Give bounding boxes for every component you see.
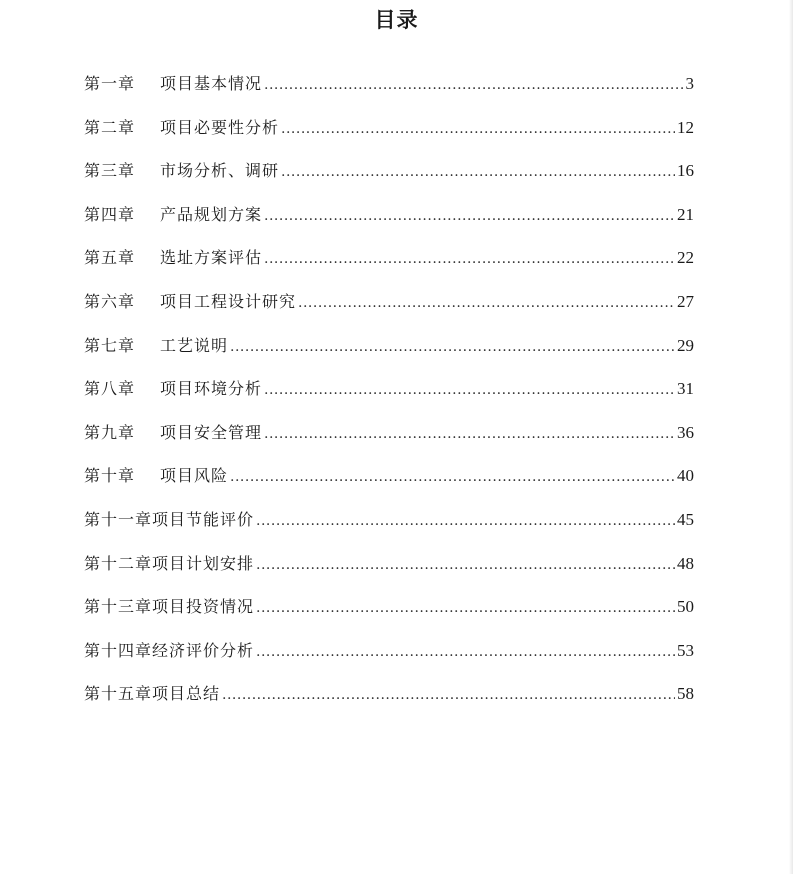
toc-page-number: 50	[677, 597, 694, 617]
toc-entry-1[interactable]	[84, 71, 694, 115]
toc-chapter: 第七章	[84, 335, 136, 355]
toc-title: 选址方案评估	[160, 248, 263, 268]
toc-entry-10[interactable]	[84, 463, 694, 507]
toc-page-number: 27	[677, 291, 694, 311]
toc-title: 项目投资情况	[152, 597, 255, 617]
toc-page-number: 29	[677, 335, 694, 355]
toc-page-number: 3	[685, 74, 694, 93]
toc-entry-4[interactable]	[84, 202, 694, 246]
toc-chapter: 第八章	[84, 379, 136, 399]
toc-entry-15[interactable]	[84, 681, 694, 725]
toc-page-number: 40	[677, 466, 694, 486]
dot-leader	[230, 339, 675, 355]
toc-title: 项目计划安排	[152, 553, 255, 573]
toc-title: 经济评价分析	[152, 640, 255, 660]
toc-title: 项目环境分析	[160, 379, 263, 399]
toc-page-number: 21	[677, 204, 694, 224]
toc-title: 项目节能评价	[152, 509, 255, 529]
toc-page-number: 31	[677, 379, 694, 399]
toc-chapter: 第十四章	[84, 640, 153, 660]
toc-entry-14[interactable]	[84, 638, 694, 682]
toc-entry-13[interactable]	[84, 594, 694, 638]
dot-leader	[264, 251, 675, 267]
toc-title: 项目风险	[160, 466, 229, 486]
table-of-contents	[84, 71, 694, 725]
toc-chapter: 第四章	[84, 204, 136, 224]
toc-chapter: 第一章	[84, 74, 136, 93]
dot-leader	[264, 77, 683, 93]
dot-leader	[256, 557, 675, 573]
toc-title: 项目必要性分析	[160, 117, 280, 137]
toc-chapter: 第二章	[84, 117, 136, 137]
toc-entry-12[interactable]	[84, 551, 694, 595]
toc-chapter: 第十五章	[84, 684, 153, 704]
dot-leader	[281, 164, 675, 180]
page-title: 目录	[374, 8, 419, 32]
toc-chapter: 第三章	[84, 161, 136, 181]
toc-page-number: 58	[677, 684, 694, 704]
dot-leader	[222, 687, 675, 703]
toc-chapter: 第十一章	[84, 509, 153, 529]
toc-page-number: 16	[677, 161, 694, 181]
toc-entry-3[interactable]	[84, 158, 694, 202]
toc-title: 项目工程设计研究	[160, 291, 297, 311]
dot-leader	[264, 382, 675, 398]
toc-title: 产品规划方案	[160, 204, 263, 224]
toc-entry-9[interactable]	[84, 420, 694, 464]
toc-chapter: 第九章	[84, 422, 136, 442]
toc-page-number: 22	[677, 248, 694, 268]
dot-leader	[230, 469, 675, 485]
toc-entry-11[interactable]	[84, 507, 694, 551]
toc-entry-7[interactable]	[84, 333, 694, 377]
toc-title: 项目基本情况	[160, 74, 263, 93]
toc-page-number: 45	[677, 509, 694, 529]
toc-entry-2[interactable]	[84, 115, 694, 159]
dot-leader	[264, 208, 675, 224]
toc-chapter: 第十章	[84, 466, 136, 486]
dot-leader	[298, 295, 675, 311]
toc-chapter: 第十二章	[84, 553, 153, 573]
dot-leader	[256, 513, 675, 529]
dot-leader	[256, 600, 675, 616]
page-edge-shadow	[789, 0, 793, 874]
toc-chapter: 第五章	[84, 248, 136, 268]
toc-chapter: 第六章	[84, 291, 136, 311]
toc-page-number: 53	[677, 640, 694, 660]
toc-page-number: 48	[677, 553, 694, 573]
dot-leader	[281, 121, 675, 137]
dot-leader	[256, 644, 675, 660]
toc-title: 项目总结	[152, 684, 221, 704]
dot-leader	[264, 426, 675, 442]
toc-chapter: 第十三章	[84, 597, 153, 617]
toc-entry-6[interactable]	[84, 289, 694, 333]
toc-page-number: 36	[677, 422, 694, 442]
toc-entry-8[interactable]	[84, 376, 694, 420]
toc-title: 市场分析、调研	[160, 161, 280, 181]
toc-title: 项目安全管理	[160, 422, 263, 442]
toc-entry-5[interactable]	[84, 245, 694, 289]
toc-page-number: 12	[677, 117, 694, 137]
toc-title: 工艺说明	[160, 335, 229, 355]
